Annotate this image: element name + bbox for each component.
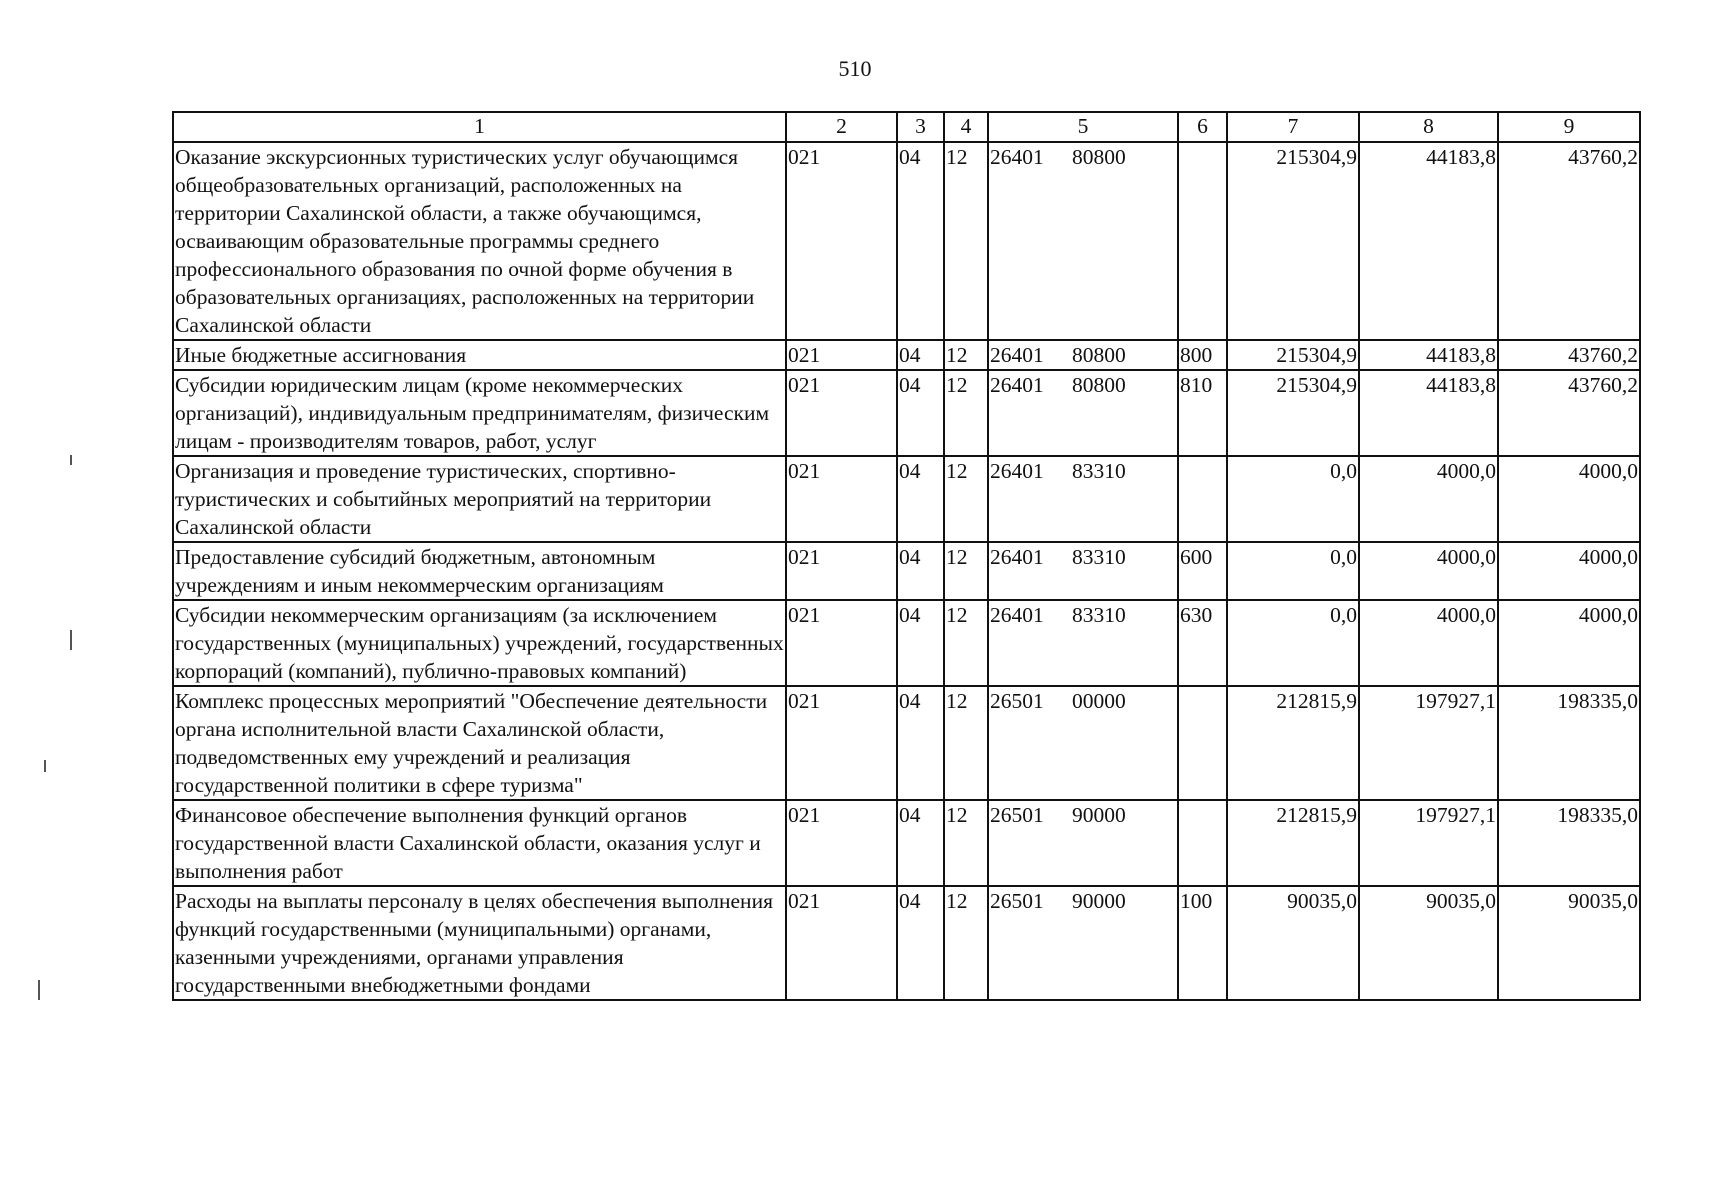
row-direction-code: 90000 (1071, 886, 1178, 1000)
row-subsection-code: 12 (944, 886, 988, 1000)
table-row (173, 340, 1640, 370)
row-amount-col9: 43760,2 (1498, 340, 1640, 370)
row-ministry-code: 021 (786, 886, 897, 1000)
row-ministry-code: 021 (786, 456, 897, 542)
header-col-5: 5 (988, 112, 1178, 142)
header-row (173, 112, 1640, 142)
row-ministry-code: 021 (786, 542, 897, 600)
table-row (173, 886, 1640, 1000)
row-program-code: 26401 (988, 142, 1071, 340)
scan-speck (70, 455, 72, 465)
row-expense-type: 810 (1178, 370, 1227, 456)
header-col-8: 8 (1359, 112, 1498, 142)
row-ministry-code: 021 (786, 370, 897, 456)
row-program-code: 26501 (988, 800, 1071, 886)
header-col-2: 2 (786, 112, 897, 142)
row-amount-col9: 4000,0 (1498, 456, 1640, 542)
row-direction-code: 80800 (1071, 340, 1178, 370)
row-amount-col8: 90035,0 (1359, 886, 1498, 1000)
row-name: Субсидии юридическим лицам (кроме некоммерческих организаций), индивидуальным предпринимателям, физическим лицам - производителям товаров, работ, услуг (173, 370, 786, 456)
row-amount-col7: 212815,9 (1227, 800, 1359, 886)
row-amount-col7: 0,0 (1227, 600, 1359, 686)
table-row (173, 600, 1640, 686)
row-direction-code: 83310 (1071, 456, 1178, 542)
row-subsection-code: 12 (944, 542, 988, 600)
row-name: Иные бюджетные ассигнования (173, 340, 786, 370)
row-program-code: 26401 (988, 456, 1071, 542)
row-section-code: 04 (897, 686, 944, 800)
row-expense-type (1178, 142, 1227, 340)
header-col-7: 7 (1227, 112, 1359, 142)
row-subsection-code: 12 (944, 370, 988, 456)
header-col-9: 9 (1498, 112, 1640, 142)
row-expense-type: 600 (1178, 542, 1227, 600)
row-section-code: 04 (897, 370, 944, 456)
budget-table (172, 111, 1641, 1001)
scan-speck (38, 980, 40, 1000)
row-expense-type (1178, 686, 1227, 800)
row-direction-code: 83310 (1071, 542, 1178, 600)
row-name: Комплекс процессных мероприятий "Обеспечение деятельности органа исполнительной власти Сахалинской области, подведомственных ему учреждений и реализация государственной политики в сфере туризма" (173, 686, 786, 800)
row-amount-col7: 215304,9 (1227, 340, 1359, 370)
header-col-4: 4 (944, 112, 988, 142)
row-amount-col9: 4000,0 (1498, 600, 1640, 686)
row-name: Предоставление субсидий бюджетным, автономным учреждениям и иным некоммерческим организациям (173, 542, 786, 600)
header-col-6: 6 (1178, 112, 1227, 142)
row-expense-type (1178, 456, 1227, 542)
row-amount-col7: 90035,0 (1227, 886, 1359, 1000)
row-amount-col8: 44183,8 (1359, 142, 1498, 340)
row-amount-col8: 44183,8 (1359, 370, 1498, 456)
row-amount-col7: 212815,9 (1227, 686, 1359, 800)
row-direction-code: 80800 (1071, 370, 1178, 456)
row-amount-col8: 4000,0 (1359, 600, 1498, 686)
row-ministry-code: 021 (786, 340, 897, 370)
row-expense-type: 800 (1178, 340, 1227, 370)
row-subsection-code: 12 (944, 142, 988, 340)
scan-speck (44, 760, 46, 772)
row-program-code: 26501 (988, 886, 1071, 1000)
row-section-code: 04 (897, 456, 944, 542)
row-direction-code: 83310 (1071, 600, 1178, 686)
row-subsection-code: 12 (944, 340, 988, 370)
row-amount-col7: 215304,9 (1227, 370, 1359, 456)
row-section-code: 04 (897, 886, 944, 1000)
row-program-code: 26401 (988, 340, 1071, 370)
row-amount-col8: 197927,1 (1359, 800, 1498, 886)
row-section-code: 04 (897, 800, 944, 886)
row-direction-code: 80800 (1071, 142, 1178, 340)
row-amount-col9: 198335,0 (1498, 800, 1640, 886)
row-ministry-code: 021 (786, 800, 897, 886)
row-name: Оказание экскурсионных туристических услуг обучающимся общеобразовательных организаций, расположенных на территории Сахалинской области, а также обучающимся, осваивающим образовательные программы среднего профессионального образования по очной форме обучения в образовательных организациях, расположенных на территории Сахалинской области (173, 142, 786, 340)
table-row (173, 370, 1640, 456)
header-col-1: 1 (173, 112, 786, 142)
table-row (173, 686, 1640, 800)
row-amount-col9: 43760,2 (1498, 370, 1640, 456)
row-name: Финансовое обеспечение выполнения функций органов государственной власти Сахалинской области, оказания услуг и выполнения работ (173, 800, 786, 886)
row-amount-col9: 90035,0 (1498, 886, 1640, 1000)
row-amount-col8: 197927,1 (1359, 686, 1498, 800)
scan-speck (70, 630, 72, 650)
row-program-code: 26401 (988, 542, 1071, 600)
row-program-code: 26401 (988, 600, 1071, 686)
row-amount-col9: 43760,2 (1498, 142, 1640, 340)
row-section-code: 04 (897, 142, 944, 340)
row-ministry-code: 021 (786, 600, 897, 686)
row-ministry-code: 021 (786, 142, 897, 340)
table-row (173, 800, 1640, 886)
row-direction-code: 00000 (1071, 686, 1178, 800)
row-subsection-code: 12 (944, 686, 988, 800)
row-amount-col7: 0,0 (1227, 542, 1359, 600)
row-name: Субсидии некоммерческим организациям (за исключением государственных (муниципальных) учреждений, государственных корпораций (компаний), публично-правовых компаний) (173, 600, 786, 686)
row-name: Организация и проведение туристических, спортивно-туристических и событийных мероприятий на территории Сахалинской области (173, 456, 786, 542)
table-row (173, 542, 1640, 600)
row-program-code: 26501 (988, 686, 1071, 800)
row-ministry-code: 021 (786, 686, 897, 800)
row-amount-col8: 44183,8 (1359, 340, 1498, 370)
row-expense-type (1178, 800, 1227, 886)
row-amount-col8: 4000,0 (1359, 542, 1498, 600)
row-amount-col9: 4000,0 (1498, 542, 1640, 600)
table-row (173, 456, 1640, 542)
row-amount-col7: 215304,9 (1227, 142, 1359, 340)
table-row (173, 142, 1640, 340)
row-name: Расходы на выплаты персоналу в целях обеспечения выполнения функций государственными (муниципальными) органами, казенными учреждениями, органами управления государственными внебюджетными фондами (173, 886, 786, 1000)
row-expense-type: 630 (1178, 600, 1227, 686)
row-expense-type: 100 (1178, 886, 1227, 1000)
row-subsection-code: 12 (944, 800, 988, 886)
row-section-code: 04 (897, 600, 944, 686)
header-col-3: 3 (897, 112, 944, 142)
row-section-code: 04 (897, 542, 944, 600)
row-direction-code: 90000 (1071, 800, 1178, 886)
row-amount-col9: 198335,0 (1498, 686, 1640, 800)
row-subsection-code: 12 (944, 456, 988, 542)
page-number: 510 (838, 56, 872, 81)
row-section-code: 04 (897, 340, 944, 370)
row-amount-col7: 0,0 (1227, 456, 1359, 542)
row-subsection-code: 12 (944, 600, 988, 686)
row-amount-col8: 4000,0 (1359, 456, 1498, 542)
row-program-code: 26401 (988, 370, 1071, 456)
